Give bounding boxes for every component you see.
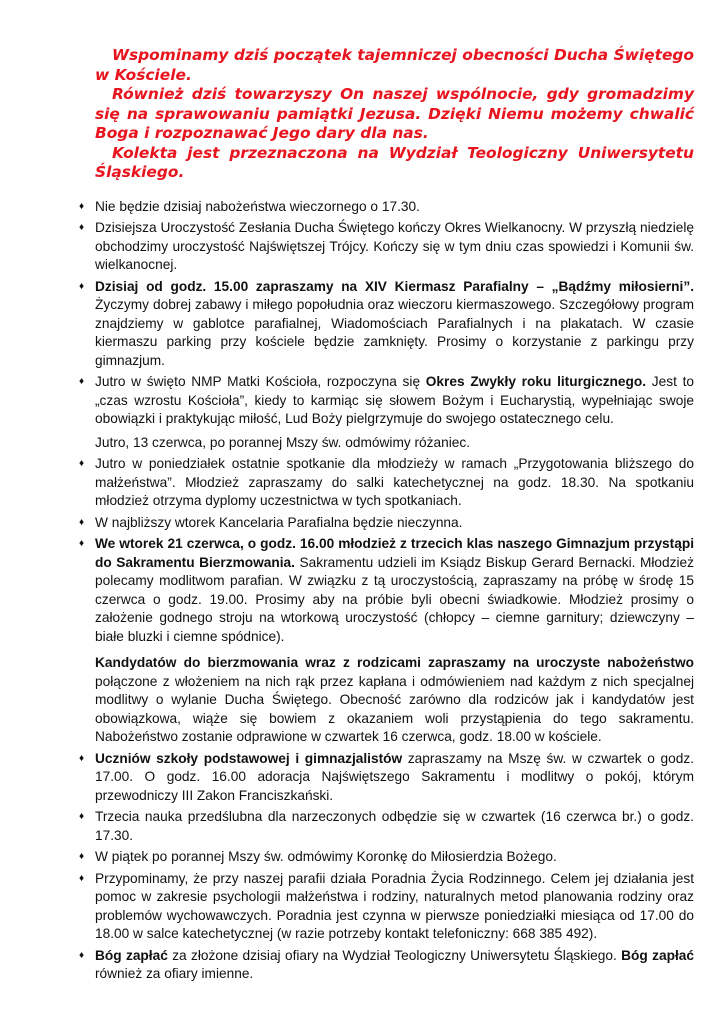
diamond-bullet-icon: ♦ [79, 949, 85, 961]
diamond-bullet-icon: ♦ [79, 200, 85, 212]
intro-block [95, 46, 694, 183]
announcement-text: Jest to „czas wzrostu Kościoła”, kiedy to karmiąc się słowem Bożym i Eucharystią, wypełniając swoje obowiązki i praktykując miłość, Lud Boży pielgrzymuje do swojego ostatecznego celu. [95, 374, 695, 426]
list-item [79, 198, 694, 217]
announcement-text: zapraszamy na Mszę św. w czwartek o godz. 17.00. O godz. 16.00 adoracja Najświętszego Sakramentu i modlitwy o pokój, którym przewodniczy III Zakon Franciszkański. [95, 750, 694, 803]
diamond-bullet-icon: ♦ [79, 811, 85, 822]
announcement-text: Dzisiejsza Uroczystość Zesłania Ducha Świętego kończy Okres Wielkanocny. W przyszłą niedzielę obchodzimy uroczystość Najświętszej Trójcy. Kończy się w tym dniu czas spowiedzi i Komunii św. wielkanocnej. [95, 220, 694, 272]
list-item [79, 278, 694, 371]
list-item [79, 514, 694, 533]
announcement-bold-text: Uczniów szkoły podstawowej i gimnazjalistów [95, 750, 403, 766]
announcements-list [79, 198, 694, 984]
list-item [79, 535, 694, 747]
diamond-bullet-icon: ♦ [79, 280, 85, 292]
announcement-text: W najbliższy wtorek Kancelaria Parafialna będzie nieczynna. [95, 514, 463, 530]
announcement-bold-text: We wtorek 21 czerwca, o godz. 16.00 młodzież z trzecich klas naszego Gimnazjum przystąpi do Sakramentu Bierzmowania. [95, 536, 694, 570]
intro-line-3: Kolekta jest przeznaczona na Wydział Teologiczny Uniwersytetu Śląskiego. [95, 143, 694, 181]
diamond-bullet-icon: ♦ [79, 851, 85, 862]
announcement-bold-text: Bóg zapłać [95, 947, 168, 963]
announcement-bold-text: Kandydatów do bierzmowania wraz z rodzicami zapraszamy na uroczyste nabożeństwo [95, 655, 694, 670]
announcement-text: Przypominamy, że przy naszej parafii działa Poradnia Życia Rodzinnego. Celem jej działania jest pomoc w zakresie psychologii małżeństwa i rodziny, naturalnych metod planowania rodziny oraz problemów wychowawczych. Poradnia jest czynna w pierwsze poniedziałki miesiąca od 17.00 do 18.00 w salce katechetycznej (w razie potrzeby kontakt telefoniczny: 668 385 492). [95, 870, 694, 941]
announcement-text: Życzymy dobrej zabawy i miłego popołudnia oraz wieczoru kiermaszowego. Szczegółowy program znajdziemy w gablotce parafialnej, Wiadomościach Parafialnych i na plakatach. W czasie kiermaszu parking przy kościele będzie zamknięty. Prosimy o korzystanie z parkingu przy gimnazjum. [95, 297, 694, 368]
announcement-text: Sakramentu udzieli im Ksiądz Biskup Gerard Bernacki. Młodzież polecamy modlitwom parafian. W związku z tą uroczystością, zapraszamy na próbę w środę 15 czerwca o godz. 19.00. Prosimy aby na próbie byli obecni świadkowie. Młodzież prosimy o założenie godnego stroju na wtorkową uroczystość (chłopcy – ciemne garnitury; dziewczyny – białe bluzki i ciemne spódnice). [95, 554, 695, 644]
diamond-bullet-icon: ♦ [79, 752, 85, 764]
announcement-text: Nie będzie dzisiaj nabożeństwa wieczornego o 17.30. [95, 198, 420, 214]
list-item [79, 219, 694, 275]
announcement-bold-text: Okres Zwykły roku liturgicznego. [425, 374, 647, 389]
list-item [79, 808, 694, 845]
list-item [79, 373, 694, 452]
list-item [79, 455, 694, 511]
announcement-text: Jutro, 13 czerwca, po porannej Mszy św. odmówimy różaniec. [95, 434, 471, 450]
diamond-bullet-icon: ♦ [79, 872, 85, 884]
announcement-text: W piątek po porannej Mszy św. odmówimy Koronkę do Miłosierdzia Bożego. [95, 849, 557, 864]
intro-line-2: Również dziś towarzyszy On naszej wspólnocie, gdy gromadzimy się na sprawowaniu pamiątki Jezusa. Dzięki Niemu możemy chwalić Boga i rozpoznawać Jego dary dla nas. [95, 85, 694, 142]
announcement-bold-text: Dzisiaj od godz. 15.00 zapraszamy na XIV Kiermasz Parafialny – „Bądźmy miłosierni”. [95, 278, 694, 294]
list-item [79, 947, 694, 984]
diamond-bullet-icon: ♦ [79, 458, 85, 469]
announcement-text: również za ofiary imienne. [95, 966, 254, 981]
announcement-text: Jutro w święto NMP Matki Kościoła, rozpoczyna się [95, 374, 426, 389]
announcement-text: Jutro w poniedziałek ostatnie spotkanie dla młodzieży w ramach „Przygotowania bliższego do małżeństwa”. Młodzież zapraszamy do salki katechetycznej na godz. 18.30. Na spotkaniu młodzież otrzyma dyplomy uczestnictwa w tych spotkaniach. [95, 456, 694, 508]
list-item [79, 870, 694, 944]
announcement-bold-text: Bóg zapłać [621, 947, 694, 963]
list-item [79, 750, 694, 806]
diamond-bullet-icon: ♦ [79, 222, 85, 233]
announcement-text: połączone z włożeniem na nich rąk przez kapłana i odmówieniem nad każdym z nich specjalnej modlitwy o wylanie Ducha Świętego. Obecność zarówno dla rodziców jak i kandydatów jest obowiązkowa, wiąże się bowiem z okazaniem woli przystąpienia do tego sakramentu. Nabożeństwo zostanie odprawione w czwartek 16 czerwca, godz. 18.00 w kościele. [95, 673, 694, 744]
diamond-bullet-icon: ♦ [79, 538, 85, 549]
announcement-text: za złożone dzisiaj ofiary na Wydział Teologiczny Uniwersytetu Śląskiego. [167, 947, 622, 963]
announcement-text: Trzecia nauka przedślubna dla narzeczonych odbędzie się w czwartek (16 czerwca br.) o godz. 17.30. [95, 809, 694, 843]
intro-line-1: Wspominamy dziś początek tajemniczej obecności Ducha Świętego w Kościele. [95, 46, 694, 84]
diamond-bullet-icon: ♦ [79, 376, 85, 387]
diamond-bullet-icon: ♦ [79, 516, 85, 528]
list-item [79, 848, 694, 867]
